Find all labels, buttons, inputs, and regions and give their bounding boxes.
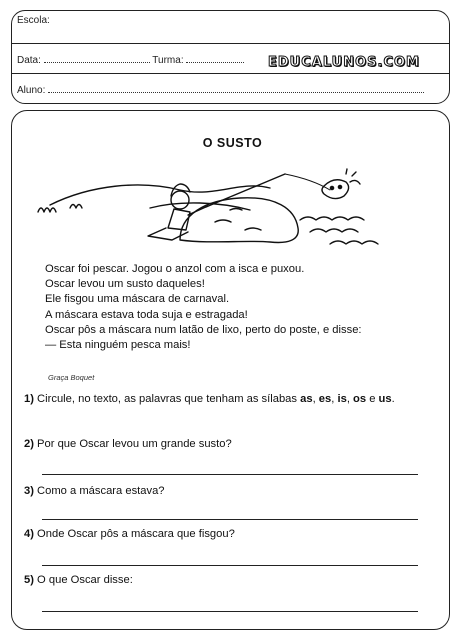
school-row bbox=[17, 15, 50, 26]
question-3 bbox=[24, 484, 165, 499]
question-text: Por que Oscar levou um grande susto? bbox=[33, 438, 232, 450]
story-line: Ele fisgou uma máscara de carnaval. bbox=[45, 293, 230, 306]
answer-line-5[interactable] bbox=[42, 611, 418, 612]
class-label: Turma: bbox=[152, 55, 184, 66]
story-line: Oscar foi pescar. Jogou o anzol com a isca e puxou. bbox=[45, 263, 305, 275]
question-number: 4) bbox=[24, 528, 34, 540]
separator: . bbox=[391, 393, 395, 405]
fishing-boy-illustration bbox=[30, 160, 430, 260]
student-label: Aluno: bbox=[17, 85, 46, 96]
story-author: Graça Boquet bbox=[48, 373, 95, 382]
story-title: O SUSTO bbox=[202, 136, 263, 150]
answer-line-2[interactable] bbox=[42, 474, 418, 475]
syllable-as: as bbox=[300, 393, 313, 405]
question-number: 5) bbox=[24, 574, 34, 586]
date-label: Data: bbox=[17, 55, 41, 66]
date-class-row bbox=[17, 54, 244, 66]
question-number: 1) bbox=[24, 393, 34, 405]
question-number: 2) bbox=[24, 438, 34, 450]
question-2 bbox=[24, 437, 232, 452]
question-5 bbox=[24, 573, 133, 588]
question-text: Circule, no texto, as palavras que tenham as sílabas bbox=[33, 393, 301, 405]
syllable-is: is bbox=[337, 393, 347, 405]
school-label: Escola: bbox=[17, 15, 50, 26]
story-line: A máscara estava toda suja e estragada! bbox=[45, 308, 248, 321]
separator: , bbox=[331, 393, 338, 405]
separator: e bbox=[366, 393, 379, 405]
question-number: 3) bbox=[24, 485, 34, 497]
syllable-us: us bbox=[378, 393, 392, 405]
answer-line-3[interactable] bbox=[42, 519, 418, 520]
separator: , bbox=[312, 393, 319, 405]
separator: , bbox=[346, 393, 354, 405]
story-line: Oscar levou um susto daqueles! bbox=[45, 278, 205, 291]
syllable-es: es bbox=[318, 393, 332, 405]
question-text: O que Oscar disse: bbox=[33, 574, 133, 586]
story-text bbox=[45, 262, 362, 353]
student-field[interactable] bbox=[48, 84, 424, 93]
question-1 bbox=[24, 392, 444, 407]
class-field[interactable] bbox=[186, 54, 244, 63]
date-field[interactable] bbox=[44, 54, 150, 63]
syllable-os: os bbox=[353, 393, 367, 405]
answer-line-4[interactable] bbox=[42, 565, 418, 566]
question-text: Onde Oscar pôs a máscara que fisgou? bbox=[33, 528, 235, 540]
student-row bbox=[17, 84, 424, 96]
header-divider bbox=[12, 43, 449, 44]
story-line: — Esta ninguém pesca mais! bbox=[45, 339, 191, 352]
question-4 bbox=[24, 527, 235, 542]
story-line: Oscar pôs a máscara num latão de lixo, perto do poste, e disse: bbox=[45, 323, 362, 336]
header-divider bbox=[12, 73, 449, 74]
educalunos-logo: EDUCALUNOS.COM bbox=[268, 55, 420, 70]
question-text: Como a máscara estava? bbox=[33, 485, 165, 497]
